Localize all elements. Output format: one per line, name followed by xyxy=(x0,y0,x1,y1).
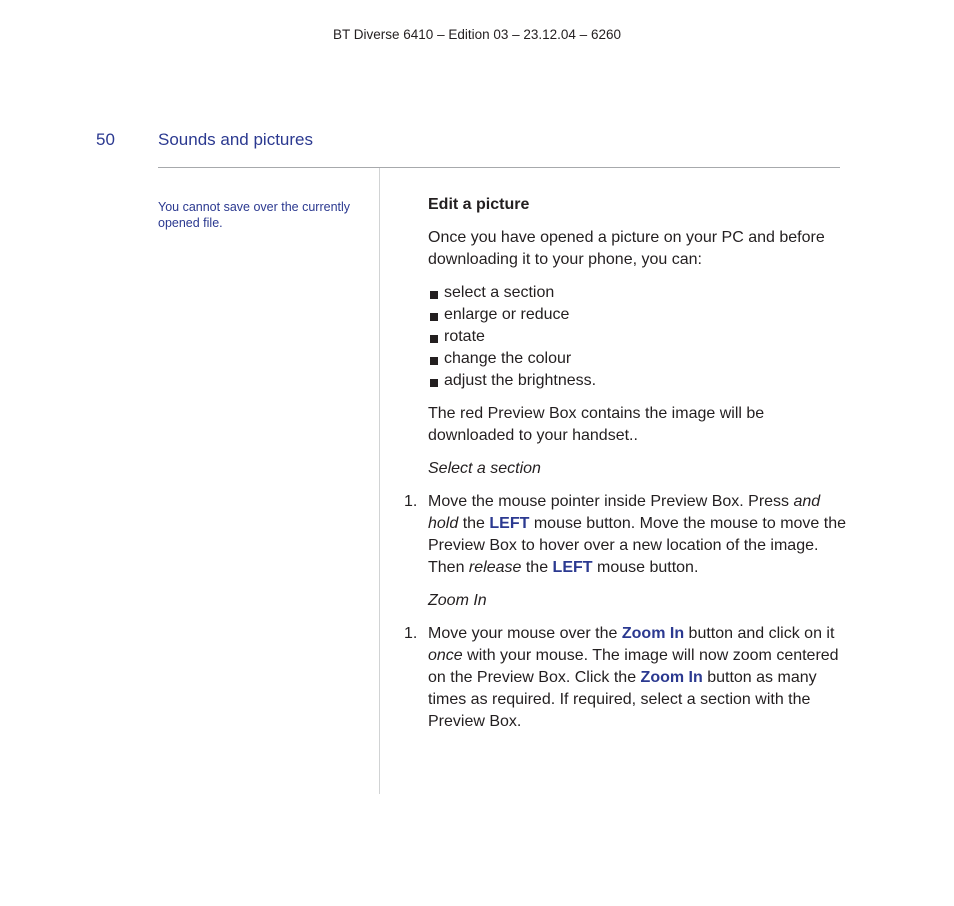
step-text: with your mouse. The image will now zoom centered on the Preview Box. Click the xyxy=(428,647,839,686)
subheading-select-section: Select a section xyxy=(428,460,541,477)
step-text: button and click on it xyxy=(684,625,835,642)
square-bullet-icon xyxy=(430,291,438,299)
step-number: 1. xyxy=(404,625,418,642)
list-item xyxy=(428,282,848,304)
emphasis-text: and hold xyxy=(428,493,821,532)
list-item-text: rotate xyxy=(444,328,485,345)
page-number: 50 xyxy=(96,130,115,149)
square-bullet-icon xyxy=(430,357,438,365)
side-note: You cannot save over the currently opened file. xyxy=(158,200,351,230)
step-text: the xyxy=(521,559,553,576)
document-header: BT Diverse 6410 – Edition 03 – 23.12.04 – 6260 xyxy=(333,27,621,42)
keyword-zoom-in: Zoom In xyxy=(640,669,703,686)
keyword-left: LEFT xyxy=(489,515,530,532)
list-item-text: select a section xyxy=(444,284,555,301)
feature-list xyxy=(428,282,848,392)
square-bullet-icon xyxy=(430,379,438,387)
step-text: Move the mouse pointer inside Preview Box. Press xyxy=(428,493,794,510)
horizontal-divider xyxy=(158,167,840,168)
select-section-step xyxy=(404,491,848,579)
list-item-text: change the colour xyxy=(444,350,572,367)
list-item xyxy=(428,326,848,348)
preview-box-note: The red Preview Box contains the image will be downloaded to your handset.. xyxy=(428,405,765,444)
heading-edit-picture: Edit a picture xyxy=(428,196,530,213)
list-item-text: adjust the brightness. xyxy=(444,372,597,389)
step-text: the xyxy=(458,515,490,532)
square-bullet-icon xyxy=(430,313,438,321)
list-item xyxy=(428,304,848,326)
list-item-text: enlarge or reduce xyxy=(444,306,570,323)
step-number: 1. xyxy=(404,493,418,510)
intro-paragraph: Once you have opened a picture on your PC and before downloading it to your phone, you can: xyxy=(428,229,825,268)
zoom-in-step xyxy=(404,623,848,733)
subheading-zoom-in: Zoom In xyxy=(428,592,487,609)
step-text: Move your mouse over the xyxy=(428,625,622,642)
list-item xyxy=(428,370,848,392)
step-text: button as many times as required. If required, select a section with the Preview Box. xyxy=(428,669,817,730)
emphasis-text: release xyxy=(468,559,522,576)
step-text: mouse button. Move the mouse to move the Preview Box to hover over a new location of the image. Then xyxy=(428,515,847,576)
main-content xyxy=(404,194,848,744)
keyword-left: LEFT xyxy=(552,559,593,576)
vertical-divider xyxy=(379,168,380,794)
emphasis-text: once xyxy=(428,647,463,664)
section-title: Sounds and pictures xyxy=(158,130,313,149)
list-item xyxy=(428,348,848,370)
square-bullet-icon xyxy=(430,335,438,343)
step-text: mouse button. xyxy=(592,559,699,576)
keyword-zoom-in: Zoom In xyxy=(621,625,685,642)
